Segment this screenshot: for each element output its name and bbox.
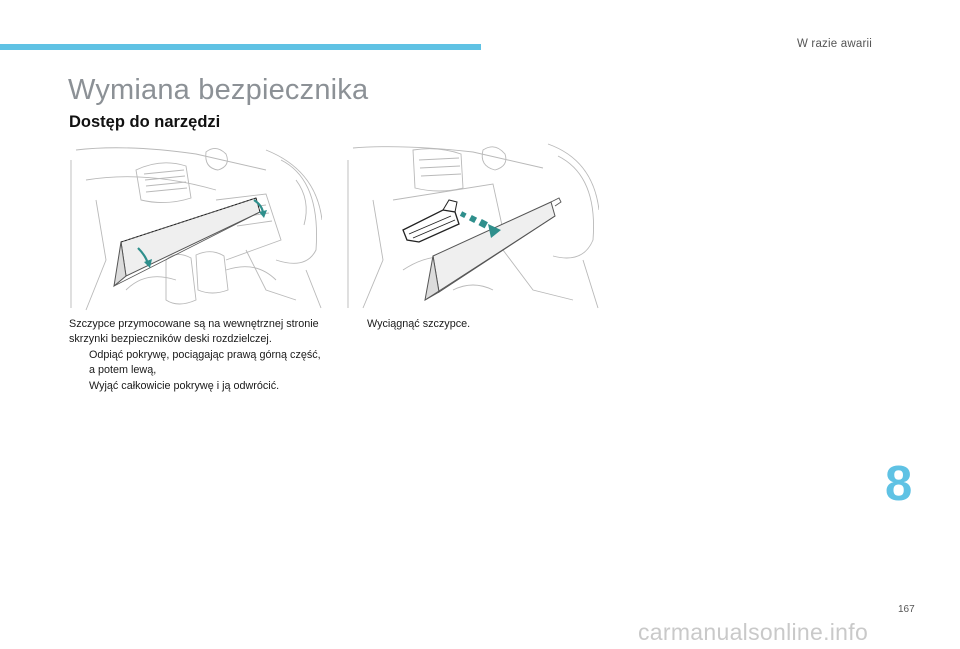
right-instructions — [347, 317, 597, 332]
section-header: W razie awarii — [796, 38, 872, 50]
list-item — [347, 317, 597, 332]
bullet-text: Odpiąć pokrywę, pociągając prawą górną część, a potem lewą, — [89, 348, 321, 377]
bullet-text: Wyjąć całkowicie pokrywę i ją odwrócić. — [89, 379, 280, 392]
intro-paragraph: Szczypce przymocowane są na wewnętrznej stronie skrzynki bezpieczników deski rozdzielczej. — [69, 318, 319, 346]
illustration-tweezers-removal — [343, 140, 599, 312]
illustration-cover-removal — [66, 140, 322, 312]
list-item — [69, 348, 329, 379]
list-item — [69, 379, 329, 394]
section-subtitle: Dostęp do narzędzi — [69, 113, 221, 131]
page-number: 167 — [898, 604, 915, 615]
page-title: Wymiana bezpiecznika — [68, 74, 369, 106]
bullet-text: Wyciągnąć szczypce. — [367, 318, 471, 330]
bullet-glyph — [69, 379, 89, 394]
tweezers-icon — [403, 210, 459, 242]
watermark: carmanualsonline.info — [638, 619, 869, 645]
dashboard-cover-drawing — [66, 140, 322, 312]
bullet-glyph — [69, 348, 89, 379]
bullet-glyph — [347, 317, 367, 332]
chapter-number: 8 — [885, 457, 913, 511]
header-accent-bar — [0, 44, 481, 50]
left-instructions — [69, 317, 329, 394]
dashboard-tweezers-drawing — [343, 140, 599, 312]
